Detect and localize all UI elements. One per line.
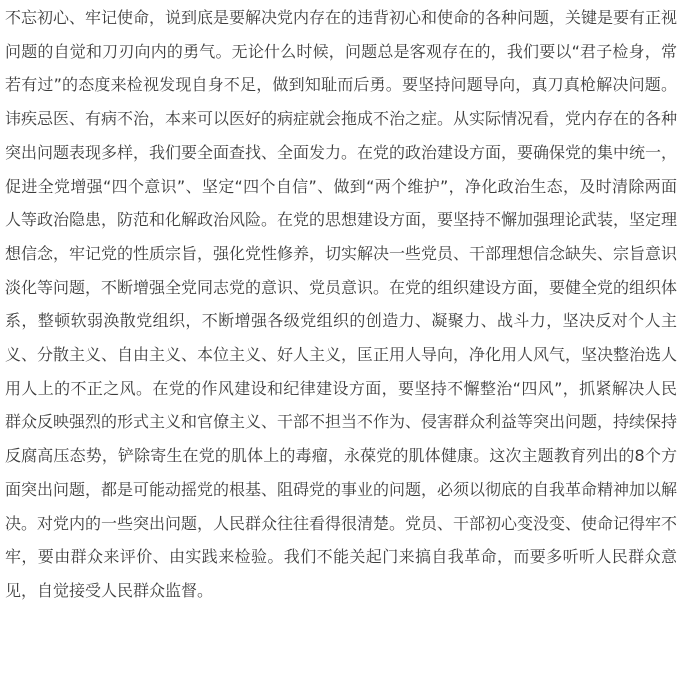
article-paragraph: 不忘初心、牢记使命，说到底是要解决党内存在的违背初心和使命的各种问题，关键是要有正视问题的自觉和刀刃向内的勇气。无论什么时候，问题总是客观存在的，我们要以“君子检身，常若有过”的态度来检视发现自身不足，做到知耻而后勇。要坚持问题导向，真刀真枪解决问题。讳疾忌医、有病不治，本来可以医好的病症就会拖成不治之症。从实际情况看，党内存在的各种突出问题表现多样，我们要全面查找、全面发力。在党的政治建设方面，要确保党的集中统一，促进全党增强“四个意识”、坚定“四个自信”、做到“两个维护”，净化政治生态，及时清除两面人等政治隐患，防范和化解政治风险。在党的思想建设方面，要坚持不懈加强理论武装，坚定理想信念，牢记党的性质宗旨，强化党性修养，切实解决一些党员、干部理想信念缺失、宗旨意识淡化等问题，不断增强全党同志党的意识、党员意识。在党的组织建设方面，要健全党的组织体系，整顿软弱涣散党组织，不断增强各级党组织的创造力、凝聚力、战斗力，坚决反对个人主义、分散主义、自由主义、本位主义、好人主义，匡正用人导向，净化用人风气，坚决整治选人用人上的不正之风。在党的作风建设和纪律建设方面，要坚持不懈整治“四风”，抓紧解决人民群众反映强烈的形式主义和官僚主义、干部不担当不作为、侵害群众利益等突出问题，持续保持反腐高压态势，铲除寄生在党的肌体上的毒瘤，永葆党的肌体健康。这次主题教育列出的8个方面突出问题，都是可能动摇党的根基、阻碍党的事业的问题，必须以彻底的自我革命精神加以解决。对党内的一些突出问题，人民群众往往看得很清楚。党员、干部初心变没变、使命记得牢不牢，要由群众来评价、由实践来检验。我们不能关起门来搞自我革命，而要多听听人民群众意见，自觉接受人民群众监督。 xyxy=(5,8,678,600)
